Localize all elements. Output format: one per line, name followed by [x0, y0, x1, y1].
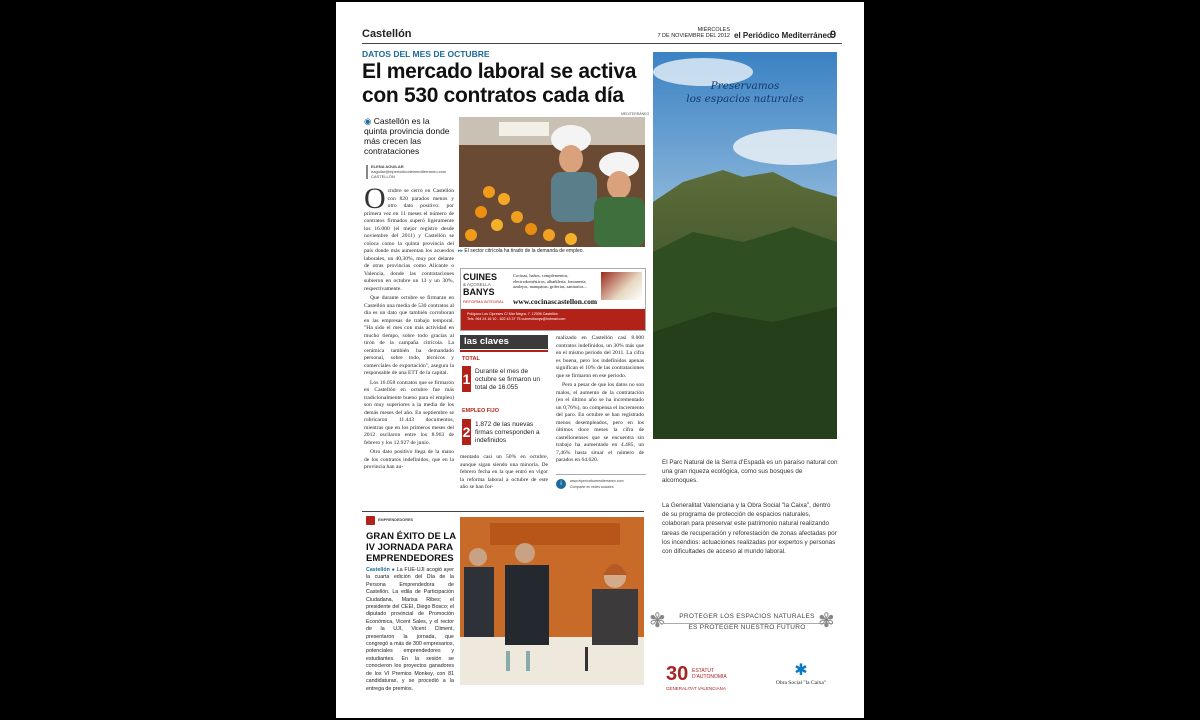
byline-email: eaguilar@elperiodicodelmediterraneo.com: [371, 168, 447, 174]
kitchen-photo: [601, 272, 642, 300]
slogan-line: ES PROTEGER NUESTRO FUTURO: [688, 623, 806, 631]
paragraph: Otro dato positivo llega de la mano de los contratos indefinidos, que en la provincia han au-: [364, 449, 454, 470]
slogan-line: PROTEGER LOS ESPACIOS NATURALES: [661, 613, 833, 624]
social-share-box[interactable]: [556, 474, 646, 495]
issue-date: [654, 27, 730, 39]
advert-slogan: [661, 613, 833, 632]
nature-advert[interactable]: [653, 52, 837, 439]
clave-tag: EMPLEO FIJO: [462, 408, 499, 414]
generalitat-logo: [666, 664, 728, 694]
advert-address: Polígono Los Cipreses C/ Mar Negra, 7. 12006 Castellón: [467, 312, 558, 316]
advert-brand: [463, 272, 511, 304]
advert-footer: [461, 309, 645, 330]
claves-heading: las claves: [460, 335, 548, 349]
date-weekday: MIÉRCOLES: [697, 27, 730, 33]
bullet-icon: ◉: [364, 116, 372, 126]
article-column-4: [556, 335, 644, 473]
bullet-icon: ●: [391, 567, 396, 573]
social-caption: Comparte en redes sociales: [570, 485, 614, 489]
caption-text: El sector citrícola ha tirado de la demanda de empleo.: [464, 248, 584, 254]
paragraph: Los 16.058 contratos que se firmaron en Castellón en octubre fue más tradicionalmente bueno para el empleo) son muy superiores a la media de los demás meses del año. En septiembre se rubricaron 11.443 documentos, mientras que en los primeros meses del 2012 oscilaron entre los 8.963 de febrero y los 12.927 de junio.: [364, 379, 454, 446]
clave-number: 1: [462, 366, 471, 392]
brief-text: La FUE-UJI acogió ayer la cuarta edición del Día de la Persona Emprendedora de Castellón. La edila de Participación Ciudadana, Marisa Ribes; el presidente del CEEI, Diego Bosco; el diputado provincial de Promoción Económica, Vicent Sales, y el rector de la UJI, Vicent Climent, presentaron la jornada, que congregó a más de 300 empresarios, potenciales emprendedores y estudiantes. En la sesión se conocieron los proyectos ganadores de los VI Premios Monkey, con 81 candidaturas, y se procedió a la entrega de premios.: [366, 567, 454, 692]
section-label: Castellón: [362, 28, 412, 40]
paragraph: malizado en Castellón casi 8.000 contratos indefinidos, un 30% más que en el mismo periodo del 2011. La cifra es buena, pero los indefinidos apenas significan el 10% de las contrataciones que se firmaron en ese periodo.: [556, 335, 644, 379]
byline-name: ELENA AGUILAR: [371, 164, 404, 169]
advert-title-line: los espacios naturales: [686, 93, 804, 105]
landscape-illustration: [653, 52, 837, 439]
article-column-3: mentado casi un 50% en octubre, aunque sigan siendo una minoría. De febrero fecha en la que entró en vigor la reforma laboral a octubre de este año se han for-: [460, 454, 548, 490]
clave-tag: TOTAL: [462, 356, 480, 362]
clave-number: 2: [462, 419, 471, 445]
dropcap: O: [364, 188, 386, 215]
byline-place: CASTELLÓN: [371, 173, 395, 179]
brand-line: & AÇOSELLA: [463, 282, 491, 287]
brief-section-tag: EMPRENDEDORES: [378, 518, 414, 522]
logo-text: Obra Social "la Caixa": [775, 680, 827, 686]
header-rule: [362, 43, 842, 44]
advert-text-1: El Parc Natural de la Serra d'Espadà es un paraíso natural con una gran riqueza ecológica, como sus bosques de alcornoques.: [662, 459, 838, 485]
press-conference-photo: [460, 517, 644, 685]
logo-text: [692, 668, 727, 680]
logo-line: GENERALITAT VALENCIANA: [666, 686, 726, 691]
advert-tagline: REFORMA INTEGRAL: [463, 299, 504, 304]
advert-url[interactable]: www.cocinascastellon.com: [513, 297, 598, 306]
citrus-workers-photo: [459, 117, 645, 247]
star-icon: ✱: [794, 662, 808, 679]
newspaper-page: [336, 2, 864, 718]
article-kicker: DATOS DEL MES DE OCTUBRE: [362, 49, 490, 59]
brief-tag-icon: [366, 516, 375, 525]
article-column-1: [364, 188, 454, 506]
clave-text: 1.872 de las nuevas firmas corresponden a indefinidos: [475, 421, 540, 444]
paper-name: el Periódico Mediterráneo: [734, 31, 832, 40]
headline-line-1: El mercado laboral se activa: [362, 60, 637, 83]
logo-number: 30: [666, 663, 689, 685]
clave-text: Durante el mes de octubre se firmaron un total de 16.055: [475, 368, 541, 391]
brand-line: CUINES: [463, 272, 498, 282]
page-number: 9: [830, 29, 837, 41]
advert-title: [653, 80, 837, 106]
logo-line: D'AUTONOMIA: [692, 674, 727, 680]
leaf-icon: ✾: [818, 610, 835, 632]
advert-title-line: Preservamos: [710, 80, 780, 92]
photo-illustration: [460, 517, 644, 685]
article-headline: [362, 60, 652, 108]
leaf-icon: ✾: [649, 610, 666, 632]
social-url[interactable]: www.elperiodicomediterraneo.com: [570, 479, 624, 483]
paragraph: Pero a pesar de que los datos no son malos, el aumento de la contratación (en el último año se ha incrementado un 0,76%), no compensa el incremento del paro. En octubre se han registrado menos desempleados, pero en los últimos doce meses la cifra de castellonenses que se encuentra sin trabajo ha aumentado en 4.485, un 7,46% hasta situar el número de parados en 64.620.: [556, 382, 644, 463]
logo-line: ESTATUT: [692, 668, 715, 674]
lead-text: Castellón es la quinta provincia donde más crecen las contrataciones: [364, 116, 450, 156]
kitchen-advert[interactable]: [460, 268, 646, 331]
article-lead: [364, 116, 454, 156]
photo-caption: [458, 248, 584, 254]
paragraph: ctubre se cerró en Castellón con 820 parados menos y otro dato positivo: por primera vez en 11 meses el número de contratos firmados superó ligeramente los 16.000 (el mejor registro desde noviembre del 2011) y Castellón se coloca como la quinta provincia del país donde más aumentan los acuerdos laborales, un 40,30%, muy por delante de otras provincias como Alicante o Valencia, donde las contrataciones subieron en octubre un 13 y un 30%, respectivamente.: [364, 188, 454, 292]
advert-text-2: La Generalitat Valenciana y la Obra Social "la Caixa", dentro de su programa de protección de espacios naturales, colaboran para preservar este patrimonio natural realizando tareas de recuperación y reforestación de zonas afectadas por los incendios: actuaciones realizadas por expertos y personas con dificultades de acceso al mundo laboral.: [662, 502, 837, 556]
brief-place: Castellón: [366, 567, 390, 573]
byline: [366, 165, 459, 179]
photo-credit: MEDITERRÁNEO: [621, 112, 650, 116]
brief-body: [366, 567, 454, 692]
brief-headline: GRAN ÉXITO DE LA IV JORNADA PARA EMPRENDEDORES: [366, 531, 456, 564]
section-divider: [362, 511, 644, 512]
advert-desc: Cocinas, baños, complementos, electrodomésticos, albañilería, fontanería, azulejos, mamparas, griferías, sanitarios...: [513, 273, 587, 289]
photo-illustration: [459, 117, 645, 247]
date-full: 7 DE NOVIEMBRE DEL 2012: [657, 33, 730, 39]
la-caixa-logo: [766, 662, 836, 692]
paragraph: Que durante octubre se firmaran en Castellón una media de 530 contratos al día es un dato que también corroboran en las empresas de trabajo temporal. "Ha sido el mes con más actividad en mucho tiempo, sobre todo gracias al tirón de la campaña citrícola. La cerámica también ha demandado personal, sobre todo, técnicos y comerciales de exportación", asegura la responsable de una ETT de la capital.: [364, 295, 454, 376]
headline-line-2: con 530 contratos cada día: [362, 84, 624, 107]
brand-line: BANYS: [463, 287, 495, 297]
info-icon: i: [556, 479, 566, 489]
advert-phone: Tels. 964 24 16 10 - 622 43 37 75 cuinesibanys@hotmail.com: [467, 317, 566, 321]
caption-arrow-icon: ▸▸: [458, 248, 464, 254]
